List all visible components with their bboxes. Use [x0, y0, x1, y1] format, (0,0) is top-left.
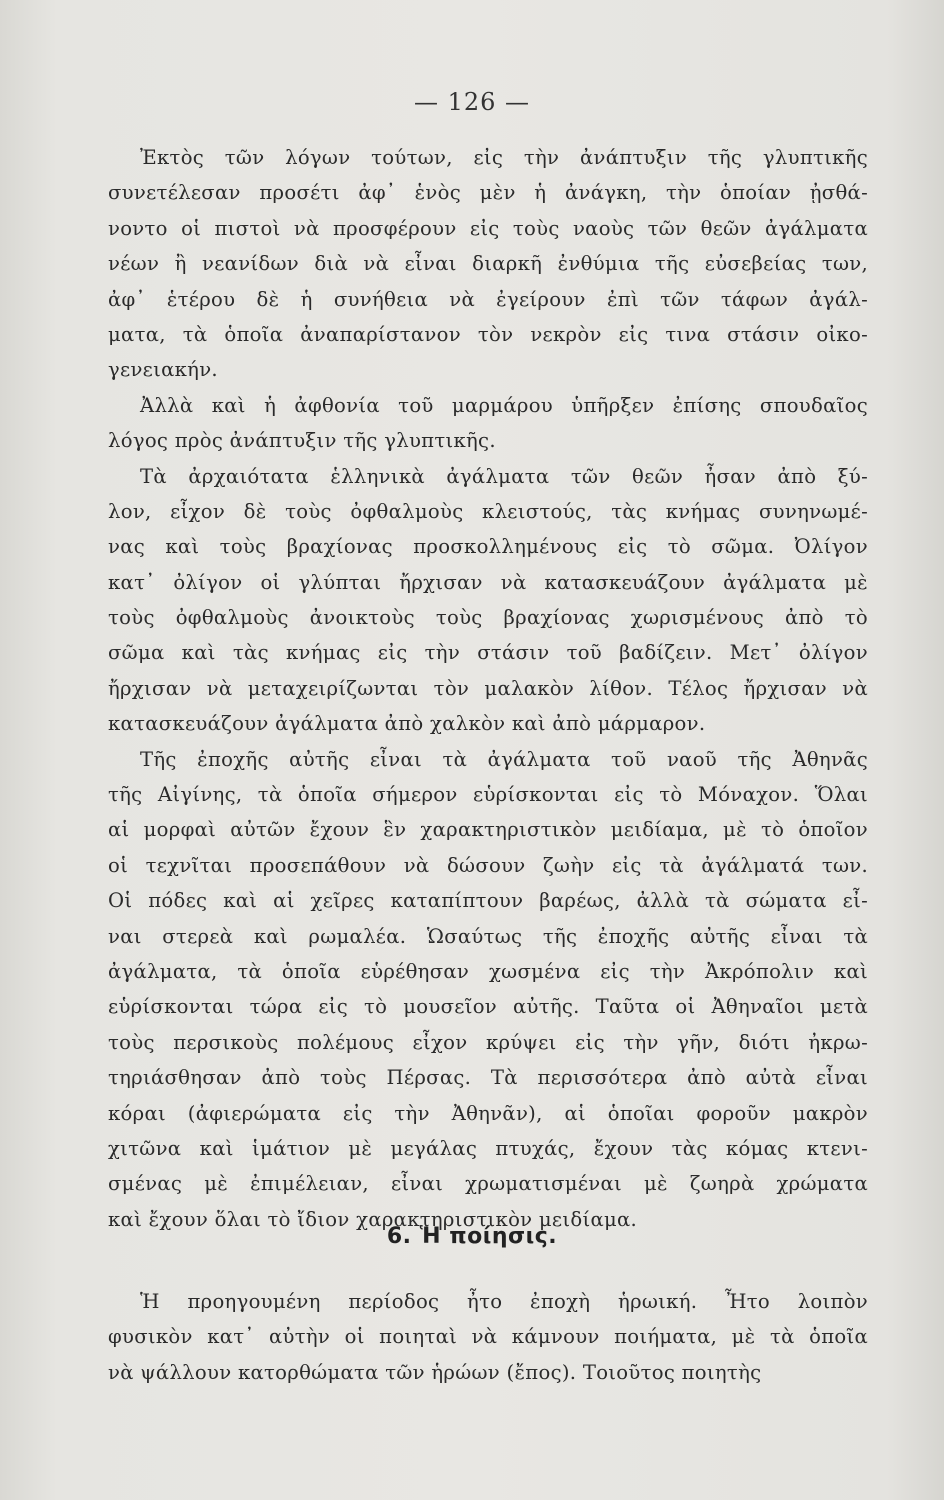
text-line: σμένας μὲ ἐπιμέλειαν, εἶναι χρωματισμέναι μὲ ζωηρὰ χρώματα: [108, 1172, 868, 1196]
text-line: κατ᾽ ὀλίγον οἱ γλύπται ἤρχισαν νὰ κατασκευάζουν ἀγάλματα μὲ: [108, 570, 868, 594]
text-line: χιτῶνα καὶ ἱμάτιον μὲ μεγάλας πτυχάς, ἔχουν τὰς κόμας κτενι-: [108, 1136, 868, 1160]
text-line: ματα, τὰ ὁποῖα ἀναπαρίστανον τὸν νεκρὸν εἰς τινα στάσιν οἰκο-: [108, 322, 868, 346]
text-line: Ἀλλὰ καὶ ἡ ἀφθονία τοῦ μαρμάρου ὑπῆρξεν ἐπίσης σπουδαῖος: [140, 393, 868, 417]
text-line: αἱ μορφαὶ αὐτῶν ἔχουν ἓν χαρακτηριστικὸν μειδίαμα, μὲ τὸ ὁποῖον: [108, 818, 868, 842]
text-line: νοντο οἱ πιστοὶ νὰ προσφέρουν εἰς τοὺς ναοὺς τῶν θεῶν ἀγάλματα: [108, 216, 868, 240]
text-line: ἤρχισαν νὰ μεταχειρίζωνται τὸν μαλακὸν λίθον. Τέλος ἤρχισαν νὰ: [108, 676, 868, 700]
text-line: τοὺς περσικοὺς πολέμους εἶχον κρύψει εἰς τὴν γῆν, διότι ἠκρω-: [108, 1030, 868, 1054]
text-line: ναι στερεὰ καὶ ρωμαλέα. Ὡσαύτως τῆς ἐποχῆς αὐτῆς εἶναι τὰ: [108, 924, 868, 948]
body-text-bottom: [108, 1284, 868, 1390]
text-line: νας καὶ τοὺς βραχίονας προσκολλημένους εἰς τὸ σῶμα. Ὀλίγον: [108, 535, 868, 559]
text-line: κόραι (ἀφιερώματα εἰς τὴν Ἀθηνᾶν), αἱ ὁποῖαι φοροῦν μακρὸν: [108, 1101, 868, 1125]
text-line: σῶμα καὶ τὰς κνήμας εἰς τὴν στάσιν τοῦ βαδίζειν. Μετ᾽ ὀλίγον: [108, 641, 868, 665]
body-text-top: [108, 140, 868, 1237]
text-line: λον, εἶχον δὲ τοὺς ὀφθαλμοὺς κλειστούς, τὰς κνήμας συνηνωμέ-: [108, 499, 868, 523]
paragraph: [108, 459, 868, 742]
text-line: νέων ἢ νεανίδων διὰ νὰ εἶναι διαρκῆ ἐνθύμια τῆς εὐσεβείας των,: [108, 252, 868, 276]
text-line: τῆς Αἰγίνης, τὰ ὁποῖα σήμερον εὑρίσκονται εἰς τὸ Μόναχον. Ὅλαι: [108, 783, 868, 807]
text-line: Τῆς ἐποχῆς αὐτῆς εἶναι τὰ ἀγάλματα τοῦ ναοῦ τῆς Ἀθηνᾶς: [140, 747, 868, 771]
text-line: τοὺς ὀφθαλμοὺς ἀνοικτοὺς τοὺς βραχίονας χωρισμένους ἀπὸ τὸ: [108, 606, 868, 630]
paragraph: [108, 388, 868, 459]
text-line: συνετέλεσαν προσέτι ἀφ᾽ ἑνὸς μὲν ἡ ἀνάγκη, τὴν ὁποίαν ᾐσθά-: [108, 181, 868, 205]
text-line: νὰ ψάλλουν κατορθώματα τῶν ἡρώων (ἔπος). Τοιοῦτος ποιητὴς: [108, 1360, 762, 1384]
text-line: εὑρίσκονται τώρα εἰς τὸ μουσεῖον αὐτῆς. Ταῦτα οἱ Ἀθηναῖοι μετὰ: [108, 995, 868, 1019]
text-line: Τὰ ἀρχαιότατα ἑλληνικὰ ἀγάλματα τῶν θεῶν ἦσαν ἀπὸ ξύ-: [140, 464, 868, 488]
text-line: Ἐκτὸς τῶν λόγων τούτων, εἰς τὴν ἀνάπτυξιν τῆς γλυπτικῆς: [140, 146, 868, 169]
text-line: ἀφ᾽ ἑτέρου δὲ ἡ συνήθεια νὰ ἐγείρουν ἐπὶ τῶν τάφων ἀγάλ-: [108, 287, 868, 311]
text-line: καὶ ἔχουν ὅλαι τὸ ἴδιον χαρακτηριστικὸν μειδίαμα.: [108, 1207, 638, 1231]
section-heading: 6. Ἡ ποίησις.: [386, 1224, 558, 1249]
text-line: οἱ τεχνῖται προσεπάθουν νὰ δώσουν ζωὴν εἰς τὰ ἀγάλματά των.: [108, 853, 868, 877]
paragraph: [108, 140, 868, 388]
text-line: κατασκευάζουν ἀγάλματα ἀπὸ χαλκὸν καὶ ἀπὸ μάρμαρον.: [108, 712, 706, 736]
text-line: Οἱ πόδες καὶ αἱ χεῖρες καταπίπτουν βαρέως, ἀλλὰ τὰ σώματα εἶ-: [108, 889, 868, 913]
text-line: φυσικὸν κατ᾽ αὐτὴν οἱ ποιηταὶ νὰ κάμνουν ποιήματα, μὲ τὰ ὁποῖα: [108, 1325, 868, 1349]
text-line: ἀγάλματα, τὰ ὁποῖα εὑρέθησαν χωσμένα εἰς τὴν Ἀκρόπολιν καὶ: [108, 959, 868, 983]
text-line: Ἡ προηγουμένη περίοδος ἦτο ἐποχὴ ἡρωική. Ἦτο λοιπὸν: [140, 1290, 868, 1313]
paragraph: [108, 742, 868, 1237]
text-line: τηριάσθησαν ἀπὸ τοὺς Πέρσας. Τὰ περισσότερα ἀπὸ αὐτὰ εἶναι: [108, 1066, 868, 1090]
page-number: — 126 —: [413, 88, 531, 116]
paragraph: [108, 1284, 868, 1390]
text-line: γενειακήν.: [108, 358, 218, 382]
text-line: λόγος πρὸς ἀνάπτυξιν τῆς γλυπτικῆς.: [108, 429, 496, 453]
